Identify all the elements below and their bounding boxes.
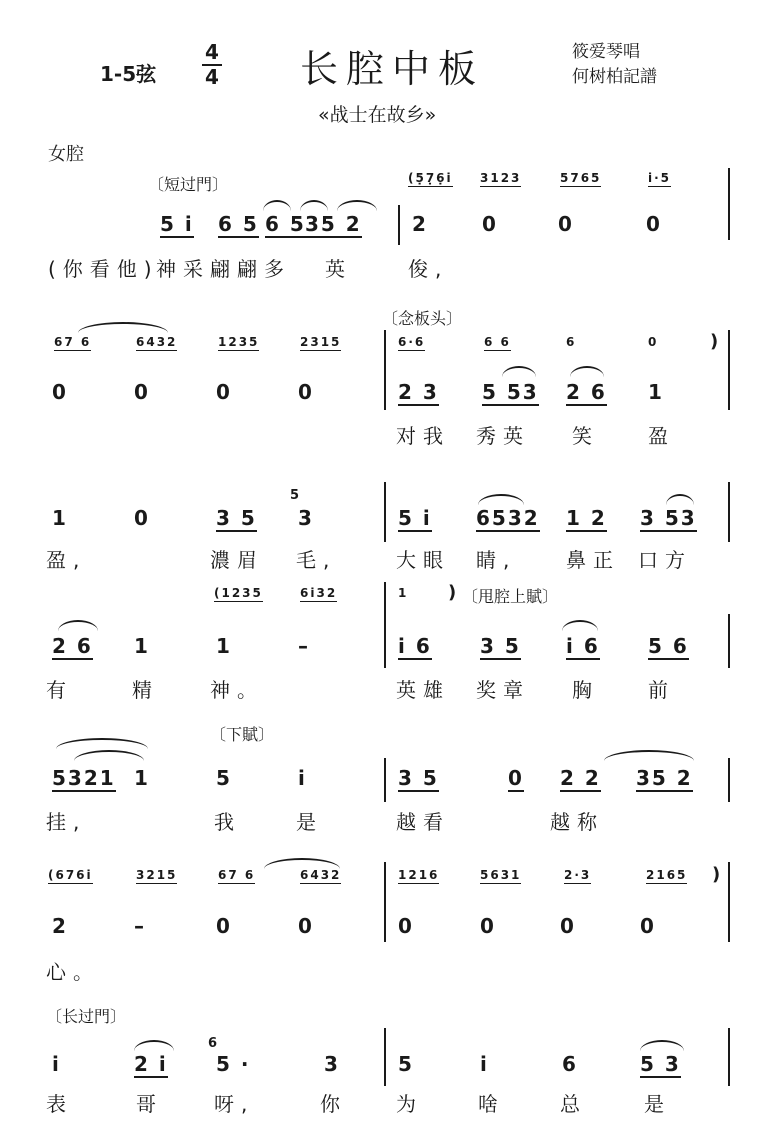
lyric: 盈 xyxy=(648,424,675,448)
subtitle: «战士在故乡» xyxy=(318,104,437,126)
slur xyxy=(300,200,328,211)
note: 5 3 xyxy=(640,1052,681,1076)
lyric: 神。 xyxy=(210,678,264,702)
lyric: 对我 xyxy=(396,424,450,448)
slur xyxy=(134,1040,174,1051)
credits xyxy=(572,40,657,90)
note: i xyxy=(480,1052,489,1076)
lyric: 越称 xyxy=(550,810,604,834)
accomp-note: 5765 xyxy=(560,171,602,185)
slur xyxy=(263,200,291,211)
note: 0 xyxy=(298,380,314,404)
note: 0 xyxy=(298,914,314,938)
time-signature xyxy=(200,42,224,88)
note: 5 i xyxy=(160,212,194,236)
accomp-note: 67 6 xyxy=(54,335,92,349)
lyric: 你 xyxy=(320,1092,347,1116)
lyric: 濃眉 xyxy=(210,548,264,572)
accomp-note: (5̣7̣6̣i xyxy=(408,171,453,185)
bar-line xyxy=(728,330,730,410)
bar-line xyxy=(384,1028,386,1086)
lyric: 总 xyxy=(560,1092,587,1116)
lyric: 口方 xyxy=(638,548,692,572)
accomp-note: 6i32 xyxy=(300,586,338,600)
lyric: 胸 xyxy=(572,678,599,702)
lyric: 英 xyxy=(325,257,352,281)
lyric: (你看他) xyxy=(48,257,159,281)
lyric: 睛, xyxy=(476,548,517,572)
slur xyxy=(58,620,98,631)
lyric: 是 xyxy=(296,810,323,834)
note: 2 i xyxy=(134,1052,168,1076)
slur xyxy=(640,1040,684,1051)
marker-long-interlude: 〔长过門〕 xyxy=(46,1007,127,1026)
accomp-note: 1216 xyxy=(398,868,440,882)
note: 2 xyxy=(52,914,68,938)
accomp-note: 3215 xyxy=(136,868,178,882)
lyric: 秀英 xyxy=(476,424,530,448)
note: 2 6 xyxy=(566,380,607,404)
lyric: 哥 xyxy=(136,1092,163,1116)
slur xyxy=(478,494,524,505)
accomp-note: 1235 xyxy=(218,335,260,349)
note: 3 53 xyxy=(640,506,697,530)
note: 5321 xyxy=(52,766,116,790)
note: 5 i xyxy=(398,506,432,530)
part-label: 女腔 xyxy=(48,144,84,165)
note: 3 5 xyxy=(398,766,439,790)
accomp-note: 6432 xyxy=(300,868,342,882)
lyric: 有 xyxy=(46,678,73,702)
slur xyxy=(78,322,168,333)
bar-line xyxy=(384,330,386,410)
note: 1 xyxy=(134,634,150,658)
slur xyxy=(74,750,144,761)
lyric: 呀, xyxy=(214,1092,255,1116)
lyric: 是 xyxy=(644,1092,671,1116)
accomp-note: 0 xyxy=(648,335,659,349)
slur xyxy=(570,366,604,377)
accomp-note: 67 6 xyxy=(218,868,256,882)
lyric: 俊, xyxy=(408,257,449,281)
marker-shuaiqiang: 〔甩腔上賦〕 xyxy=(462,587,559,606)
accomp-note: 6 xyxy=(566,335,577,349)
note: 0 xyxy=(560,914,576,938)
note: 2 6 xyxy=(52,634,93,658)
grace-note: 6 xyxy=(208,1036,220,1051)
note: i xyxy=(52,1052,61,1076)
slur xyxy=(604,750,694,761)
accomp-note: 5631 xyxy=(480,868,522,882)
accomp-note: 6·6 xyxy=(398,335,426,349)
note: 5 6 xyxy=(648,634,689,658)
note: 3 5 xyxy=(216,506,257,530)
accomp-paren: ) xyxy=(712,864,721,885)
accomp-paren: ) xyxy=(448,582,457,603)
lyric: 心。 xyxy=(46,960,100,984)
note: 2 2 xyxy=(560,766,601,790)
note: 1 xyxy=(216,634,232,658)
lyric: 神采翩翩多 xyxy=(156,257,291,281)
note: i 6 xyxy=(566,634,600,658)
note: 0 xyxy=(398,914,414,938)
note: 3 5 xyxy=(480,634,521,658)
note: 1 2 xyxy=(566,506,607,530)
accomp-note: 3123 xyxy=(480,171,522,185)
grace-note: 5 xyxy=(290,488,302,503)
lyric: 精 xyxy=(132,678,159,702)
singer-credit: 筱爱琴唱 xyxy=(572,42,640,62)
note: 3 xyxy=(298,506,314,530)
note: – xyxy=(298,634,310,658)
note: i 6 xyxy=(398,634,432,658)
marker-xiafu: 〔下賦〕 xyxy=(210,725,275,744)
page-title: 长腔中板 xyxy=(300,47,485,91)
time-signature-bottom: 4 xyxy=(205,65,219,89)
lyric: 毛, xyxy=(296,548,337,572)
marker-short-interlude: 〔短过門〕 xyxy=(148,175,229,194)
bar-line xyxy=(384,482,386,542)
accomp-note: 2315 xyxy=(300,335,342,349)
note: 0 xyxy=(134,380,150,404)
note: 0 xyxy=(482,212,498,236)
note: 0 xyxy=(646,212,662,236)
bar-line xyxy=(728,758,730,802)
string-tuning: 1-5弦 xyxy=(100,62,157,86)
lyric: 表 xyxy=(46,1092,73,1116)
lyric: 英雄 xyxy=(396,678,450,702)
accomp-paren: ) xyxy=(710,331,719,352)
note: 5 xyxy=(216,766,232,790)
note: 1 xyxy=(134,766,150,790)
note: 5 · xyxy=(216,1052,251,1076)
note: 5 53 xyxy=(482,380,539,404)
lyric: 鼻正 xyxy=(566,548,620,572)
accomp-note: (676i xyxy=(48,868,93,882)
slur xyxy=(562,620,598,631)
lyric: 挂, xyxy=(46,810,87,834)
bar-line xyxy=(384,582,386,668)
note: 35 2 xyxy=(636,766,693,790)
bar-line xyxy=(728,482,730,542)
note: 0 xyxy=(558,212,574,236)
note: 0 xyxy=(640,914,656,938)
note: 0 xyxy=(52,380,68,404)
note: 0 xyxy=(134,506,150,530)
note: 0 xyxy=(216,914,232,938)
note: 6 5 xyxy=(218,212,259,236)
time-signature-top: 4 xyxy=(205,40,219,64)
note: 2 xyxy=(412,212,428,236)
bar-line xyxy=(384,862,386,942)
note: 6 5 xyxy=(265,212,306,236)
bar-line xyxy=(728,168,730,240)
note: – xyxy=(134,914,146,938)
accomp-note: 2·3 xyxy=(564,868,592,882)
lyric: 前 xyxy=(648,678,675,702)
accomp-note: (1235 xyxy=(214,586,263,600)
slur xyxy=(502,366,536,377)
accomp-note: 2165 xyxy=(646,868,688,882)
slur xyxy=(666,494,694,505)
bar-line xyxy=(728,862,730,942)
lyric: 越看 xyxy=(396,810,450,834)
note: 0 xyxy=(216,380,232,404)
note: 3 xyxy=(324,1052,340,1076)
note: 2 3 xyxy=(398,380,439,404)
lyric: 我 xyxy=(214,810,241,834)
note: 1 xyxy=(648,380,664,404)
slur xyxy=(337,200,377,211)
lyric: 笑 xyxy=(572,424,599,448)
bar-line xyxy=(728,1028,730,1086)
lyric: 奖章 xyxy=(476,678,530,702)
note: 35 2 xyxy=(305,212,362,236)
accomp-note: 1 xyxy=(398,586,409,600)
lyric: 为 xyxy=(396,1092,423,1116)
lyric: 盈, xyxy=(46,548,87,572)
accomp-note: 6 6 xyxy=(484,335,511,349)
note: 0 xyxy=(508,766,524,790)
accomp-note: 6432 xyxy=(136,335,178,349)
bar-line xyxy=(384,758,386,802)
note: 6532 xyxy=(476,506,540,530)
note: i xyxy=(298,766,307,790)
note: 5 xyxy=(398,1052,414,1076)
lyric: 大眼 xyxy=(396,548,450,572)
bar-line xyxy=(728,614,730,668)
note: 1 xyxy=(52,506,68,530)
slur xyxy=(56,738,148,749)
transcriber-credit: 何树柏記譜 xyxy=(572,67,657,87)
marker-nianbantou: 〔念板头〕 xyxy=(382,309,463,328)
note: 6 xyxy=(562,1052,578,1076)
lyric: 啥 xyxy=(478,1092,505,1116)
accomp-note: i·5 xyxy=(648,171,672,185)
note: 0 xyxy=(480,914,496,938)
bar-line xyxy=(398,205,400,245)
